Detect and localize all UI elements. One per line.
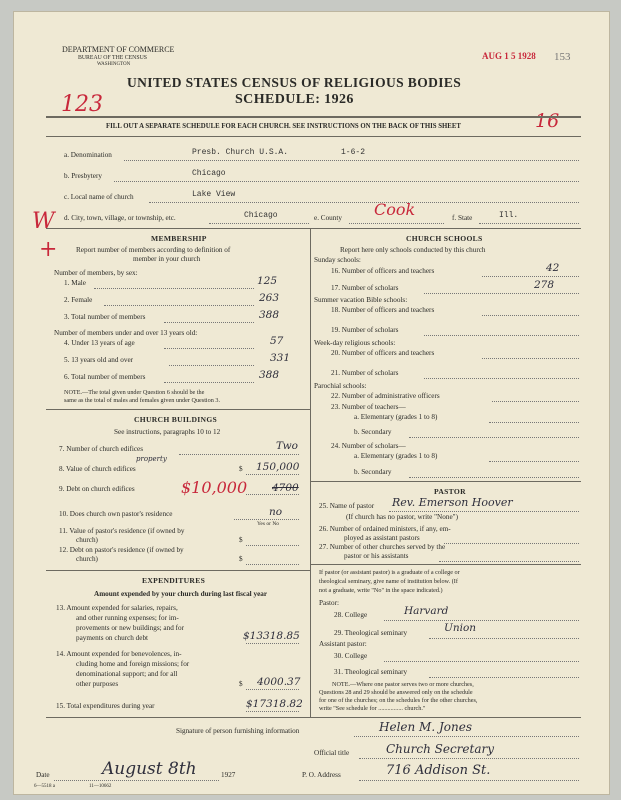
yes-no-hint: Yes or No bbox=[257, 521, 280, 527]
assistant-pastors-label: 26. Number of ordained ministers, if any, em- bbox=[319, 525, 451, 533]
dollar-sign: $ bbox=[239, 465, 243, 473]
scholars-secondary-label: b. Secondary bbox=[354, 468, 392, 476]
other-churches-label: 27. Number of other churches served by the bbox=[319, 543, 446, 551]
total-expenditures-value: $17318.82 bbox=[246, 698, 303, 710]
buildings-sub: See instructions, paragraphs 10 to 12 bbox=[114, 428, 221, 436]
address-value: 716 Addison St. bbox=[386, 763, 491, 778]
official-title-value: Church Secretary bbox=[386, 742, 495, 756]
running-expenses-label: 13. Amount expended for salaries, repairs, bbox=[56, 604, 178, 612]
city-field-label: d. City, town, village, or township, etc. bbox=[64, 214, 176, 222]
state-label: f. State bbox=[452, 214, 473, 222]
total-members-6-label: 6. Total number of members bbox=[64, 373, 146, 381]
debt-label: 9. Debt on church edifices bbox=[59, 485, 135, 493]
membership-intro-2: member in your church bbox=[133, 255, 201, 263]
male-label: 1. Male bbox=[64, 279, 86, 287]
benevolences-value: 4000.37 bbox=[257, 676, 301, 688]
graduate-instruction-3: not a graduate, write "No" in the space indicated.) bbox=[319, 587, 443, 594]
running-expenses-label-2: and other running expenses; for im- bbox=[76, 614, 179, 622]
denomination-value: Presb. Church U.S.A. bbox=[192, 148, 289, 157]
running-expenses-value: $13318.85 bbox=[243, 630, 300, 642]
signature-label: Signature of person furnishing information bbox=[176, 727, 300, 735]
assistant-seminary-label: 31. Theological seminary bbox=[334, 668, 408, 676]
city-label: WASHINGTON bbox=[97, 62, 131, 67]
other-churches-label-2: pastor or his assistants bbox=[344, 552, 409, 560]
graduate-instruction-2: theological seminary, give name of institution below. (If bbox=[319, 578, 458, 585]
seminary-value: Union bbox=[444, 622, 477, 634]
membership-heading: MEMBERSHIP bbox=[151, 234, 207, 243]
edifices-value: Two bbox=[276, 440, 298, 452]
denomination-label: a. Denomination bbox=[64, 151, 112, 159]
summer-scholars-label: 19. Number of scholars bbox=[331, 326, 399, 334]
official-title-label: Official title bbox=[314, 749, 350, 757]
form-title: UNITED STATES CENSUS OF RELIGIOUS BODIES bbox=[127, 75, 462, 90]
benevolences-label-3: denominational support; and for all bbox=[76, 670, 178, 678]
over-13-label: 5. 13 years old and over bbox=[64, 356, 134, 364]
edifice-value-label: 8. Value of church edifices bbox=[59, 465, 136, 473]
female-value: 263 bbox=[259, 292, 280, 304]
owns-residence-label: 10. Does church own pastor's residence bbox=[59, 510, 173, 518]
stamp-number: 153 bbox=[554, 51, 571, 63]
membership-intro: Report number of members according to definition of bbox=[76, 246, 231, 254]
pastor-heading: PASTOR bbox=[434, 487, 466, 496]
parochial-teachers-label: 23. Number of teachers— bbox=[331, 403, 406, 411]
membership-note: NOTE.—The total given under Question 6 should be the bbox=[64, 389, 205, 396]
assistant-subheading: Assistant pastor: bbox=[319, 640, 367, 648]
female-label: 2. Female bbox=[64, 296, 93, 304]
total-members-6-value: 388 bbox=[259, 369, 280, 381]
owns-residence-value: no bbox=[269, 506, 283, 518]
parochial-admins-label: 22. Number of administrative officers bbox=[331, 392, 440, 400]
weekday-scholars-label: 21. Number of scholars bbox=[331, 369, 399, 377]
running-expenses-label-3: provements or new buildings; and for bbox=[76, 624, 184, 632]
city-value: Chicago bbox=[244, 211, 278, 220]
denomination-code: 1-6-2 bbox=[341, 148, 366, 157]
weekday-officers-label: 20. Number of officers and teachers bbox=[331, 349, 435, 357]
total-members-value: 388 bbox=[259, 309, 280, 321]
sunday-schools-label: Sunday schools: bbox=[314, 256, 361, 264]
under-13-value: 57 bbox=[270, 335, 284, 347]
under-13-label: 4. Under 13 years of age bbox=[64, 339, 135, 347]
red-mark-left: 123 bbox=[61, 92, 103, 117]
signature-value: Helen M. Jones bbox=[379, 720, 472, 734]
debt-value: 4700 bbox=[272, 482, 299, 494]
assistant-college-label: 30. College bbox=[334, 652, 368, 660]
summer-officers-label: 18. Number of officers and teachers bbox=[331, 306, 435, 314]
parochial-scholars-label: 24. Number of scholars— bbox=[331, 442, 406, 450]
residence-value-label: 11. Value of pastor's residence (if owned by bbox=[59, 527, 185, 535]
over-13-value: 331 bbox=[270, 352, 291, 364]
expenditures-intro: Amount expended by your church during last fiscal year bbox=[94, 590, 268, 598]
residence-value-label-2: church) bbox=[76, 536, 98, 544]
date-year: 1927 bbox=[221, 771, 236, 779]
pastor-note-3: for one of the churches; on the schedules for the other churches, bbox=[319, 697, 478, 704]
pastor-note-2: Questions 28 and 29 should be answered only on the schedule bbox=[319, 689, 473, 696]
sunday-scholars-label: 17. Number of scholars bbox=[331, 284, 399, 292]
pastor-name-value: Rev. Emerson Hoover bbox=[392, 496, 513, 509]
weekday-schools-label: Week-day religious schools: bbox=[314, 339, 396, 347]
state-value: Ill. bbox=[499, 211, 519, 220]
college-value: Harvard bbox=[404, 605, 449, 617]
dollar-sign: $ bbox=[239, 536, 243, 544]
total-members-label: 3. Total number of members bbox=[64, 313, 146, 321]
running-expenses-label-4: payments on church debt bbox=[76, 634, 149, 642]
presbytery-label: b. Presbytery bbox=[64, 172, 102, 180]
bureau-label: BUREAU OF THE CENSUS bbox=[78, 55, 147, 61]
scholars-elementary-label: a. Elementary (grades 1 to 8) bbox=[354, 452, 438, 460]
assistant-pastors-label-2: ployed as assistant pastors bbox=[344, 534, 420, 542]
pastor-note-4: write "See schedule for ................ church." bbox=[319, 705, 426, 712]
buildings-heading: CHURCH BUILDINGS bbox=[134, 415, 218, 424]
church-name-label: c. Local name of church bbox=[64, 193, 134, 201]
schools-intro: Report here only schools conducted by this church bbox=[340, 246, 486, 254]
dollar-sign: $ bbox=[239, 680, 243, 688]
edifices-label: 7. Number of church edifices bbox=[59, 445, 144, 453]
sunday-scholars-value: 278 bbox=[534, 279, 555, 291]
pastor-subheading: Pastor: bbox=[319, 599, 339, 607]
county-value: Cook bbox=[374, 200, 416, 219]
debt-value-red: $10,000 bbox=[181, 478, 248, 497]
male-value: 125 bbox=[257, 275, 278, 287]
sunday-officers-label: 16. Number of officers and teachers bbox=[331, 267, 435, 275]
teachers-elementary-label: a. Elementary (grades 1 to 8) bbox=[354, 413, 438, 421]
received-stamp: AUG 1 5 1928 bbox=[482, 51, 536, 61]
date-value: August 8th bbox=[102, 759, 197, 779]
expenditures-heading: EXPENDITURES bbox=[142, 576, 206, 585]
graduate-instruction: If pastor (or assistant pastor) is a graduate of a college or bbox=[319, 569, 460, 576]
college-label: 28. College bbox=[334, 611, 368, 619]
instruction-banner: FILL OUT A SEPARATE SCHEDULE FOR EACH CHURCH. SEE INSTRUCTIONS ON THE BACK OF THIS SHEET bbox=[106, 123, 461, 130]
property-note: property bbox=[136, 455, 167, 463]
form-subtitle: SCHEDULE: 1926 bbox=[235, 92, 354, 107]
pastor-name-label: 25. Name of pastor bbox=[319, 502, 375, 510]
margin-plus-mark: + bbox=[39, 237, 58, 262]
pastor-note: NOTE.—Where one pastor serves two or more churches, bbox=[332, 681, 474, 688]
form-number: 6—5518 a bbox=[34, 784, 55, 789]
date-label: Date bbox=[36, 771, 50, 779]
red-mark-right: 16 bbox=[535, 110, 560, 132]
total-expenditures-label: 15. Total expenditures during year bbox=[56, 702, 155, 710]
by-sex-label: Number of members, by sex: bbox=[54, 269, 138, 277]
pastor-name-note: (If church has no pastor, write "None") bbox=[346, 513, 458, 521]
church-name-value: Lake View bbox=[192, 190, 236, 199]
print-number: 11—10662 bbox=[89, 784, 112, 789]
residence-debt-label: 12. Debt on pastor's residence (if owned by bbox=[59, 546, 184, 554]
address-label: P. O. Address bbox=[302, 771, 341, 779]
county-label: e. County bbox=[314, 214, 342, 222]
census-schedule-page bbox=[14, 12, 609, 794]
margin-w-mark: W bbox=[32, 209, 55, 234]
summer-schools-label: Summer vacation Bible schools: bbox=[314, 296, 408, 304]
dollar-sign: $ bbox=[239, 555, 243, 563]
schools-heading: CHURCH SCHOOLS bbox=[406, 234, 483, 243]
teachers-secondary-label: b. Secondary bbox=[354, 428, 392, 436]
benevolences-label: 14. Amount expended for benevolences, in- bbox=[56, 650, 182, 658]
age-intro: Number of members under and over 13 years old: bbox=[54, 329, 198, 337]
benevolences-label-4: other purposes bbox=[76, 680, 119, 688]
presbytery-value: Chicago bbox=[192, 169, 226, 178]
parochial-schools-label: Parochial schools: bbox=[314, 382, 367, 390]
residence-debt-label-2: church) bbox=[76, 555, 98, 563]
benevolences-label-2: cluding home and foreign missions; for bbox=[76, 660, 190, 668]
edifice-value: 150,000 bbox=[256, 461, 300, 473]
membership-note-2: same as the total of males and females given under Question 3. bbox=[64, 397, 221, 404]
sunday-officers-value: 42 bbox=[546, 262, 560, 274]
department-label: DEPARTMENT OF COMMERCE bbox=[62, 45, 175, 54]
seminary-label: 29. Theological seminary bbox=[334, 629, 408, 637]
